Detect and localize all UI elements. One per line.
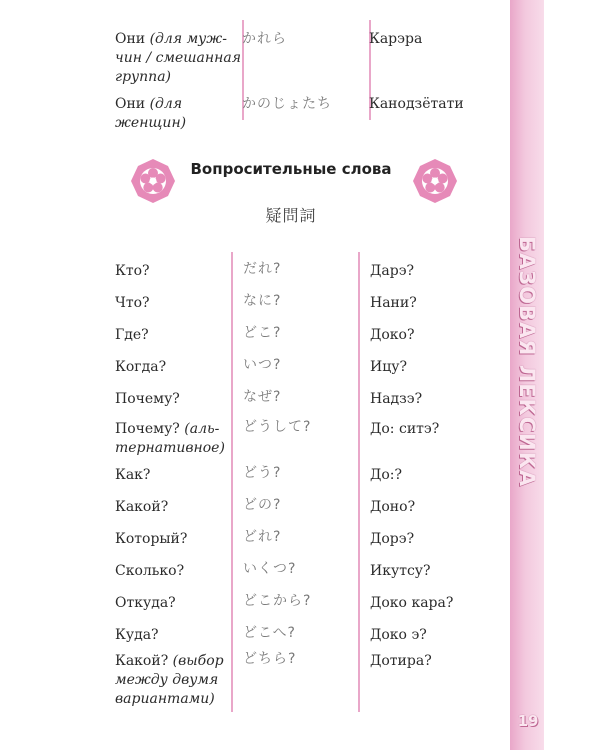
word-row-transcription: Доко? xyxy=(370,327,415,343)
top-row-2-transcription: Канодзётати xyxy=(369,96,464,112)
word-row-japanese: どこ? xyxy=(243,325,282,341)
word-row-russian: Сколько? xyxy=(115,563,185,579)
word-row-russian: Почему? (аль-тернативное) xyxy=(115,421,225,456)
word-row-russian: Куда? xyxy=(115,627,159,643)
word-row-transcription: Нани? xyxy=(370,295,417,311)
word-row-russian: Где? xyxy=(115,327,149,343)
word-row-japanese: なぜ? xyxy=(243,389,282,405)
word-row-japanese: いくつ? xyxy=(243,561,297,577)
word-row-transcription: Дорэ? xyxy=(370,531,415,547)
top-row-1-russian: Они (для муж-чин / смешанная группа) xyxy=(115,31,241,85)
top-row-1-transcription: Карэра xyxy=(369,31,423,47)
word-row-japanese: どちら? xyxy=(243,651,297,667)
word-row-russian: Какой? (выбор между двумя вариантами) xyxy=(115,653,224,707)
word-row-transcription: Доко кара? xyxy=(370,595,454,611)
word-row-transcription: Ицу? xyxy=(370,359,407,375)
word-row-japanese: どう? xyxy=(243,465,282,481)
word-row-japanese: どの? xyxy=(243,497,282,513)
section-title: Вопросительные слова xyxy=(190,160,392,178)
word-row-russian: Кто? xyxy=(115,263,150,279)
chapter-title: БАЗОВАЯ ЛЕКСИКА xyxy=(515,236,539,488)
word-row-russian: Как? xyxy=(115,467,151,483)
word-row-japanese: どれ? xyxy=(243,529,282,545)
word-row-transcription: Дарэ? xyxy=(370,263,415,279)
word-row-japanese: だれ? xyxy=(243,261,282,277)
word-table-divider-right xyxy=(358,252,360,712)
word-row-russian: Какой? xyxy=(115,499,169,515)
word-row-japanese: どこへ? xyxy=(243,625,296,641)
word-row-japanese: なに? xyxy=(243,293,282,309)
word-row-transcription: Доно? xyxy=(370,499,416,515)
word-row-transcription: Надзэ? xyxy=(370,391,423,407)
pink-flower-crest-icon-right xyxy=(412,158,458,204)
word-row-japanese: いつ? xyxy=(243,357,282,373)
top-row-2-russian: Они (для женщин) xyxy=(115,96,187,131)
section-title-japanese: 疑問詞 xyxy=(265,206,317,225)
page-number: 19 xyxy=(517,712,539,730)
word-row-russian: Когда? xyxy=(115,359,167,375)
top-row-2-japanese: かのじょたち xyxy=(242,96,332,112)
word-row-transcription: До:? xyxy=(370,467,403,483)
pink-flower-crest-icon xyxy=(130,158,176,204)
word-row-japanese: どうして? xyxy=(243,419,312,435)
word-row-russian: Откуда? xyxy=(115,595,176,611)
word-row-russian: Который? xyxy=(115,531,188,547)
word-row-japanese: どこから? xyxy=(243,593,312,609)
word-row-russian: Почему? xyxy=(115,391,180,407)
word-row-transcription: Дотира? xyxy=(370,653,432,669)
word-row-transcription: Доко э? xyxy=(370,627,427,643)
top-row-1-japanese: かれら xyxy=(242,31,287,47)
word-row-russian: Что? xyxy=(115,295,150,311)
word-row-transcription: Икутсу? xyxy=(370,563,431,579)
word-row-transcription: До: ситэ? xyxy=(370,421,440,437)
